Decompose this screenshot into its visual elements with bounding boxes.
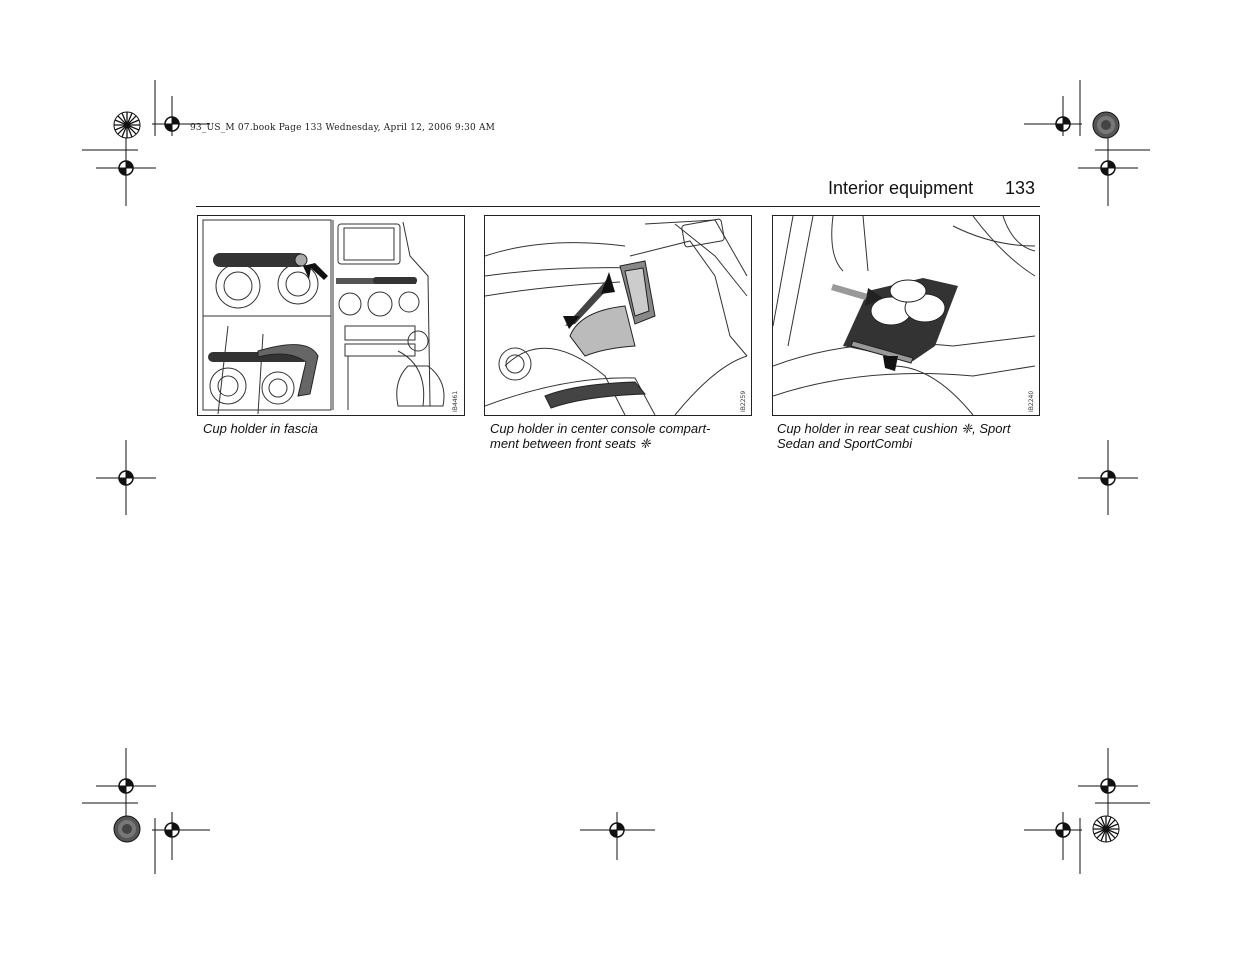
figure-fascia-cup-holder xyxy=(197,215,465,416)
color-target-icon xyxy=(113,815,141,843)
color-target-icon xyxy=(1092,815,1120,843)
caption-console: Cup holder in center console compart- ment between front seats ❈ xyxy=(490,421,711,451)
fascia-illustration xyxy=(198,216,464,415)
figure-code: IB2240 xyxy=(1028,390,1035,412)
print-slug: 93_US_M 07.book Page 133 Wednesday, April 12, 2006 9:30 AM xyxy=(190,123,496,133)
section-title: Interior equipment xyxy=(828,178,974,198)
rear-seat-illustration xyxy=(773,216,1039,415)
header-rule xyxy=(196,206,1040,207)
figure-code: IB2259 xyxy=(740,390,747,412)
page-number: 133 xyxy=(1005,178,1036,198)
caption-rear-seat: Cup holder in rear seat cushion ❈, Sport Sedan and SportCombi xyxy=(777,421,1011,451)
color-target-icon xyxy=(1092,111,1120,139)
caption-fascia: Cup holder in fascia xyxy=(203,421,318,436)
console-illustration xyxy=(485,216,751,415)
color-target-icon xyxy=(113,111,141,139)
figure-console-cup-holder xyxy=(484,215,752,416)
figure-code: IB4461 xyxy=(452,390,459,412)
figure-rear-seat-cup-holder xyxy=(772,215,1040,416)
